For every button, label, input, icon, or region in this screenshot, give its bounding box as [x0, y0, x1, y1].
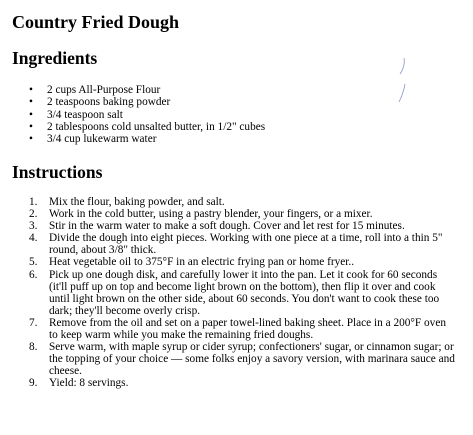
step-text-line: Heat vegetable oil to 375°F in an electric frying pan or home fryer.. [49, 256, 355, 269]
instruction-step [0, 377, 468, 389]
step-number: 7. [29, 316, 38, 329]
ingredient-item [0, 84, 400, 96]
bullet-icon: • [29, 120, 33, 133]
instruction-step [0, 341, 468, 377]
ingredient-item [0, 109, 400, 121]
step-text-line: (it'll puff up on top and become light brown on the bottom), then flip it over and cook [49, 280, 436, 293]
ingredient-item [0, 121, 400, 133]
instruction-step [0, 256, 468, 268]
step-number: 5. [29, 256, 38, 269]
step-text-line: until light brown on the other side, about 60 seconds. You don't want to cook these too [49, 292, 440, 305]
step-number: 2. [29, 208, 38, 221]
step-text-line: the topping of your choice — some folks enjoy a savory version, with marinara sauce and [49, 353, 455, 366]
step-number: 6. [29, 268, 38, 281]
step-text-line: Mix the flour, baking powder, and salt. [49, 196, 225, 208]
ingredient-text: 2 tablespoons cold unsalted butter, in 1/2" cubes [47, 120, 266, 133]
step-number: 4. [29, 232, 38, 245]
pen-mark-upper [400, 58, 404, 74]
bullet-icon: • [29, 96, 33, 109]
bullet-icon: • [29, 84, 33, 96]
step-text-line: Remove from the oil and set on a paper towel-lined baking sheet. Place in a 200°F oven [49, 316, 446, 329]
ingredient-item [0, 133, 400, 145]
step-number: 8. [29, 341, 38, 354]
step-number: 9. [29, 377, 38, 390]
instructions-heading: Instructions [12, 162, 103, 182]
step-text-line: to keep warm while you make the remaining fried doughs. [49, 329, 314, 342]
step-text-line: Serve warm, with maple syrup or cider syrup; confectioners' sugar, or cinnamon sugar; or [49, 341, 454, 354]
pen-mark-lower [399, 84, 405, 102]
ingredient-text: 3/4 cup lukewarm water [47, 133, 157, 146]
step-number: 3. [29, 220, 38, 233]
step-text-line: Yield: 8 servings. [49, 377, 129, 390]
ingredients-list [0, 84, 400, 145]
step-text-line: round, about 3/8" thick. [49, 244, 157, 257]
step-text-line: dark; they'll become overly crisp. [49, 304, 201, 317]
step-text-line: Divide the dough into eight pieces. Working with one piece at a time, roll into a thin 5" [49, 232, 443, 245]
instruction-step [0, 269, 468, 317]
step-number: 1. [29, 196, 38, 208]
ingredient-text: 3/4 teaspoon salt [47, 108, 123, 121]
ingredient-text: 2 cups All-Purpose Flour [47, 84, 161, 96]
ingredient-item [0, 96, 400, 108]
bullet-icon: • [29, 133, 33, 146]
instruction-step [0, 196, 468, 208]
ingredients-heading: Ingredients [12, 48, 98, 68]
instruction-step [0, 317, 468, 341]
step-text-line: cheese. [49, 365, 82, 378]
ingredient-text: 2 teaspoons baking powder [47, 96, 171, 109]
page-title: Country Fried Dough [12, 12, 180, 32]
instruction-step [0, 208, 468, 220]
step-text-line: Stir in the warm water to make a soft dough. Cover and let rest for 15 minutes. [49, 220, 405, 233]
step-text-line: Work in the cold butter, using a pastry blender, your fingers, or a mixer. [49, 208, 373, 221]
instruction-step [0, 232, 468, 256]
instructions-list [0, 196, 468, 390]
instruction-step [0, 220, 468, 232]
bullet-icon: • [29, 108, 33, 121]
pen-marks [396, 56, 416, 110]
step-text-line: Pick up one dough disk, and carefully lower it into the pan. Let it cook for 60 seconds [49, 268, 438, 281]
